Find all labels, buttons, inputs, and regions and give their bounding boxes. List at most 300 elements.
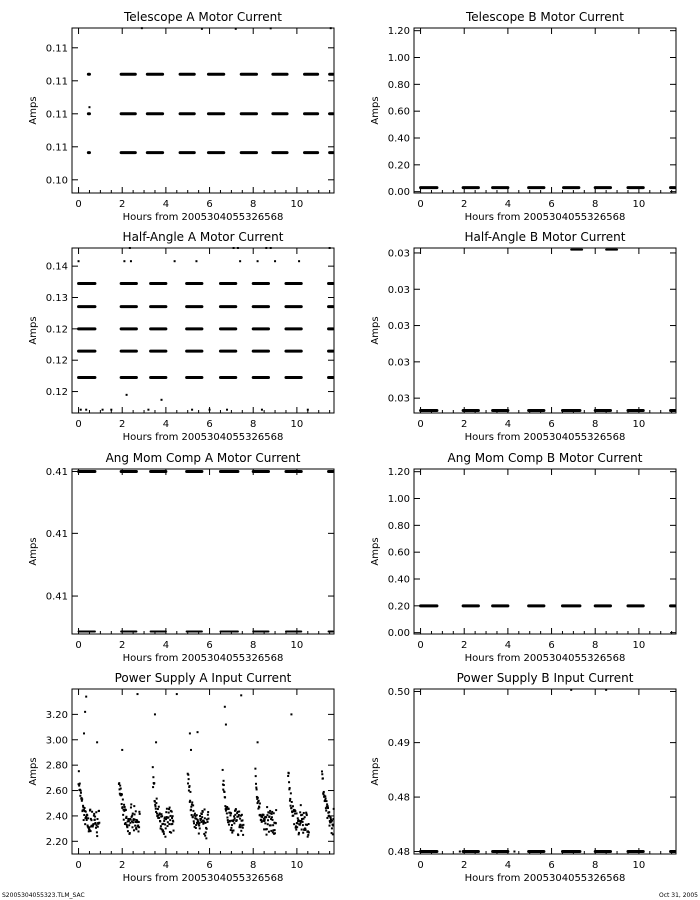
data-point	[224, 796, 226, 798]
y-tick-label: 2.20	[45, 836, 68, 848]
data-point	[333, 808, 335, 810]
data-point	[167, 825, 169, 827]
data-point	[274, 829, 276, 831]
y-axis-label: Amps	[28, 316, 39, 345]
data-point	[153, 782, 155, 784]
plot-frame	[414, 28, 676, 193]
data-point	[267, 819, 269, 821]
data-point	[299, 824, 301, 826]
data-point	[237, 834, 239, 836]
data-point	[152, 786, 154, 788]
data-point	[298, 260, 300, 262]
y-tick-label: 0.20	[387, 160, 410, 172]
data-point	[122, 799, 124, 801]
x-tick-label: 6	[206, 199, 213, 210]
data-point	[188, 778, 190, 780]
data-point	[223, 784, 225, 786]
chart-title: Telescope A Motor Current	[124, 10, 282, 24]
y-tick-label: 0.12	[45, 324, 68, 336]
data-point	[305, 829, 307, 831]
data-point	[227, 819, 229, 821]
y-axis-label: Amps	[28, 757, 39, 786]
data-point	[124, 806, 126, 808]
data-point	[155, 808, 157, 810]
data-point	[288, 772, 290, 774]
chart-panel	[370, 10, 676, 223]
data-point	[127, 818, 129, 820]
data-point	[95, 811, 97, 813]
x-axis-label: Hours from 2005304055326568	[464, 653, 626, 664]
data-point	[291, 801, 293, 803]
data-point	[238, 811, 240, 813]
data-point	[189, 800, 191, 802]
data-point	[147, 409, 149, 411]
data-point	[275, 822, 277, 824]
data-point	[257, 741, 259, 743]
x-tick-label: 0	[417, 199, 424, 210]
data-point	[207, 814, 209, 816]
data-point	[155, 802, 157, 804]
x-axis-label: Hours from 2005304055326568	[122, 653, 284, 664]
y-tick-label: 0.12	[45, 387, 68, 399]
data-point	[326, 800, 328, 802]
data-point	[266, 806, 268, 808]
data-point	[459, 851, 461, 853]
data-point	[241, 819, 243, 821]
data-point	[128, 820, 130, 822]
data-point	[94, 819, 96, 821]
plot-frame	[72, 248, 334, 413]
plot-frame	[72, 28, 334, 193]
data-point	[195, 824, 197, 826]
data-point	[96, 831, 98, 833]
y-tick-label: 0.41	[45, 528, 68, 540]
y-tick-label: 1.00	[387, 494, 410, 506]
data-point	[301, 829, 303, 831]
data-point	[201, 816, 203, 818]
data-point	[322, 777, 324, 779]
data-point	[189, 791, 191, 793]
data-point	[299, 811, 301, 813]
data-point	[94, 816, 96, 818]
data-point	[190, 809, 192, 811]
data-point	[230, 829, 232, 831]
data-point	[201, 813, 203, 815]
y-axis-label: Amps	[28, 96, 39, 125]
chart-title: Telescope B Motor Current	[465, 10, 625, 24]
x-tick-label: 0	[417, 860, 424, 871]
data-point	[138, 826, 140, 828]
plot-frame	[414, 248, 676, 413]
data-point	[290, 713, 292, 715]
data-point	[287, 775, 289, 777]
data-point	[302, 824, 304, 826]
data-point	[296, 812, 298, 814]
data-point	[102, 409, 104, 411]
data-point	[222, 789, 224, 791]
data-point	[123, 260, 125, 262]
y-tick-label: 0.11	[45, 109, 68, 121]
chart-title: Power Supply A Input Current	[114, 671, 292, 685]
data-point	[125, 816, 127, 818]
data-point	[241, 814, 243, 816]
data-point	[84, 823, 86, 825]
data-point	[125, 809, 127, 811]
data-point	[296, 826, 298, 828]
data-point	[85, 817, 87, 819]
x-tick-label: 2	[119, 860, 126, 871]
data-point	[205, 831, 207, 833]
data-point	[80, 790, 82, 792]
data-point	[198, 825, 200, 827]
data-point	[166, 808, 168, 810]
data-point	[85, 811, 87, 813]
data-point	[86, 819, 88, 821]
data-point	[132, 813, 134, 815]
y-tick-label: 0.40	[387, 133, 410, 145]
data-point	[138, 811, 140, 813]
data-point	[88, 826, 90, 828]
data-point	[172, 821, 174, 823]
data-point	[123, 804, 125, 806]
data-point	[88, 106, 90, 108]
data-point	[171, 811, 173, 813]
y-axis-label: Amps	[370, 537, 381, 566]
data-point	[160, 825, 162, 827]
data-point	[197, 731, 199, 733]
x-tick-label: 4	[504, 199, 512, 210]
data-point	[274, 260, 276, 262]
data-point	[270, 27, 272, 29]
data-point	[226, 808, 228, 810]
data-point	[167, 821, 169, 823]
y-tick-label: 0.40	[387, 574, 410, 586]
data-point	[133, 829, 135, 831]
data-point	[332, 833, 334, 835]
x-tick-label: 4	[504, 640, 512, 651]
data-point	[130, 806, 132, 808]
data-point	[128, 824, 130, 826]
data-point	[171, 817, 173, 819]
data-point	[158, 817, 160, 819]
data-point	[261, 409, 263, 411]
charts-layer	[28, 10, 676, 884]
data-point	[299, 822, 301, 824]
data-point	[324, 795, 326, 797]
data-point	[232, 829, 234, 831]
data-point	[242, 824, 244, 826]
data-point	[229, 820, 231, 822]
data-point	[301, 814, 303, 816]
data-point	[230, 827, 232, 829]
y-tick-label: 2.60	[45, 786, 68, 798]
data-point	[163, 833, 165, 835]
x-tick-label: 8	[592, 640, 599, 651]
data-point	[289, 787, 291, 789]
x-tick-label: 6	[548, 419, 555, 430]
data-point	[264, 822, 266, 824]
data-point	[306, 814, 308, 816]
y-tick-label: 1.20	[387, 26, 410, 38]
y-tick-label: 0.60	[387, 106, 410, 118]
data-point	[162, 823, 164, 825]
data-point	[189, 732, 191, 734]
data-point	[137, 693, 139, 695]
data-point	[238, 814, 240, 816]
data-point	[308, 831, 310, 833]
data-point	[126, 826, 128, 828]
data-point	[260, 819, 262, 821]
data-point	[198, 833, 200, 835]
data-point	[161, 815, 163, 817]
data-point	[271, 816, 273, 818]
data-point	[171, 823, 173, 825]
data-point	[191, 409, 193, 411]
data-point	[174, 260, 176, 262]
y-tick-label: 0.41	[45, 591, 68, 603]
data-point	[226, 812, 228, 814]
chart-title: Ang Mom Comp B Motor Current	[447, 451, 643, 465]
data-point	[194, 813, 196, 815]
data-point	[321, 773, 323, 775]
data-point	[267, 823, 269, 825]
data-point	[129, 247, 131, 249]
data-point	[223, 780, 225, 782]
data-point	[237, 247, 239, 249]
data-point	[207, 818, 209, 820]
data-point	[226, 817, 228, 819]
x-tick-label: 10	[632, 419, 646, 430]
data-point	[96, 835, 98, 837]
data-point	[255, 783, 257, 785]
data-point	[307, 409, 309, 411]
x-tick-label: 10	[290, 199, 304, 210]
data-point	[273, 812, 275, 814]
x-tick-label: 4	[162, 419, 170, 430]
data-point	[257, 797, 259, 799]
data-point	[293, 823, 295, 825]
chart-title: Power Supply B Input Current	[456, 671, 634, 685]
x-tick-label: 4	[504, 860, 512, 871]
data-point	[83, 819, 85, 821]
data-point	[233, 247, 235, 249]
x-tick-label: 0	[75, 860, 82, 871]
data-point	[80, 792, 82, 794]
data-point	[164, 823, 166, 825]
data-point	[190, 749, 192, 751]
data-point	[121, 794, 123, 796]
data-point	[303, 812, 305, 814]
data-point	[130, 260, 132, 262]
x-axis-label: Hours from 2005304055326568	[122, 432, 284, 443]
data-point	[95, 827, 97, 829]
y-tick-label: 0.50	[387, 686, 410, 698]
data-point	[271, 813, 273, 815]
data-point	[299, 820, 301, 822]
data-point	[130, 803, 132, 805]
data-point	[298, 832, 300, 834]
x-tick-label: 8	[250, 640, 257, 651]
data-point	[130, 819, 132, 821]
data-point	[163, 831, 165, 833]
y-tick-label: 3.20	[45, 709, 68, 721]
x-tick-label: 2	[119, 419, 126, 430]
data-point	[159, 812, 161, 814]
data-point	[137, 830, 139, 832]
footer-right-text: Oct 31, 2005	[659, 892, 698, 899]
y-tick-label: 0.11	[45, 76, 68, 88]
data-point	[168, 812, 170, 814]
data-point	[239, 818, 241, 820]
data-point	[79, 783, 81, 785]
data-point	[292, 805, 294, 807]
x-tick-label: 2	[461, 640, 468, 651]
data-point	[204, 835, 206, 837]
data-point	[268, 831, 270, 833]
data-point	[192, 816, 194, 818]
data-point	[190, 806, 192, 808]
data-point	[231, 824, 233, 826]
y-axis-label: Amps	[370, 96, 381, 125]
data-point	[224, 706, 226, 708]
data-point	[270, 247, 272, 249]
y-tick-label: 0.03	[387, 321, 410, 333]
data-point	[93, 813, 95, 815]
data-point	[239, 260, 241, 262]
data-point	[122, 814, 124, 816]
y-tick-label: 1.20	[387, 467, 410, 479]
data-point	[263, 828, 265, 830]
data-point	[228, 808, 230, 810]
data-point	[193, 820, 195, 822]
data-point	[193, 822, 195, 824]
data-point	[121, 749, 123, 751]
data-point	[205, 837, 207, 839]
data-point	[513, 851, 515, 853]
data-point	[242, 834, 244, 836]
data-point	[240, 694, 242, 696]
data-point	[134, 813, 136, 815]
data-point	[329, 247, 331, 249]
data-point	[187, 782, 189, 784]
data-point	[331, 827, 333, 829]
data-point	[302, 832, 304, 834]
data-point	[98, 822, 100, 824]
x-tick-label: 6	[206, 419, 213, 430]
data-point	[155, 741, 157, 743]
data-point	[134, 819, 136, 821]
x-tick-label: 6	[548, 860, 555, 871]
data-point	[294, 810, 296, 812]
data-point	[154, 805, 156, 807]
data-point	[304, 816, 306, 818]
data-point	[258, 800, 260, 802]
data-point	[86, 814, 88, 816]
data-point	[269, 816, 271, 818]
data-point	[152, 776, 154, 778]
data-point	[134, 825, 136, 827]
data-point	[201, 28, 203, 30]
data-point	[296, 822, 298, 824]
data-point	[200, 818, 202, 820]
data-point	[265, 816, 267, 818]
data-point	[191, 801, 193, 803]
data-point	[226, 409, 228, 411]
data-point	[80, 470, 82, 472]
data-point	[323, 791, 325, 793]
y-tick-label: 0.60	[387, 547, 410, 559]
data-point	[93, 823, 95, 825]
x-tick-label: 4	[162, 860, 170, 871]
data-point	[121, 803, 123, 805]
x-tick-label: 2	[461, 199, 468, 210]
data-point	[196, 814, 198, 816]
x-tick-label: 0	[417, 640, 424, 651]
plot-frame	[72, 689, 334, 854]
data-point	[125, 822, 127, 824]
data-point	[96, 741, 98, 743]
data-point	[326, 817, 328, 819]
data-point	[242, 827, 244, 829]
data-point	[266, 834, 268, 836]
data-point	[169, 807, 171, 809]
data-point	[255, 787, 257, 789]
data-point	[204, 808, 206, 810]
data-point	[236, 819, 238, 821]
data-point	[135, 810, 137, 812]
data-point	[164, 836, 166, 838]
x-tick-label: 10	[290, 640, 304, 651]
plot-frame	[72, 469, 334, 634]
data-point	[170, 815, 172, 817]
y-tick-label: 0.03	[387, 393, 410, 405]
data-point	[98, 810, 100, 812]
x-axis-label: Hours from 2005304055326568	[464, 873, 626, 884]
x-tick-label: 8	[592, 199, 599, 210]
y-tick-label: 0.48	[387, 847, 410, 859]
data-point	[85, 696, 87, 698]
x-tick-label: 0	[75, 199, 82, 210]
x-tick-label: 4	[162, 640, 170, 651]
data-point	[83, 814, 85, 816]
data-point	[170, 832, 172, 834]
data-point	[327, 807, 329, 809]
data-point	[198, 822, 200, 824]
y-tick-label: 0.00	[387, 187, 410, 199]
data-point	[207, 811, 209, 813]
x-tick-label: 2	[461, 419, 468, 430]
data-point	[288, 781, 290, 783]
footer-left-text: S2005304055323.TLM_SAC	[2, 892, 85, 899]
data-point	[133, 805, 135, 807]
data-point	[156, 798, 158, 800]
x-tick-label: 10	[290, 860, 304, 871]
data-point	[80, 409, 82, 411]
x-tick-label: 10	[632, 199, 646, 210]
data-point	[605, 689, 607, 691]
y-tick-label: 2.40	[45, 811, 68, 823]
data-point	[126, 394, 128, 396]
data-point	[154, 713, 156, 715]
data-point	[120, 787, 122, 789]
y-tick-label: 0.03	[387, 248, 410, 260]
data-point	[84, 807, 86, 809]
chart-panel	[370, 671, 676, 884]
x-axis-label: Hours from 2005304055326568	[122, 873, 284, 884]
data-point	[261, 816, 263, 818]
data-point	[308, 823, 310, 825]
data-point	[327, 805, 329, 807]
